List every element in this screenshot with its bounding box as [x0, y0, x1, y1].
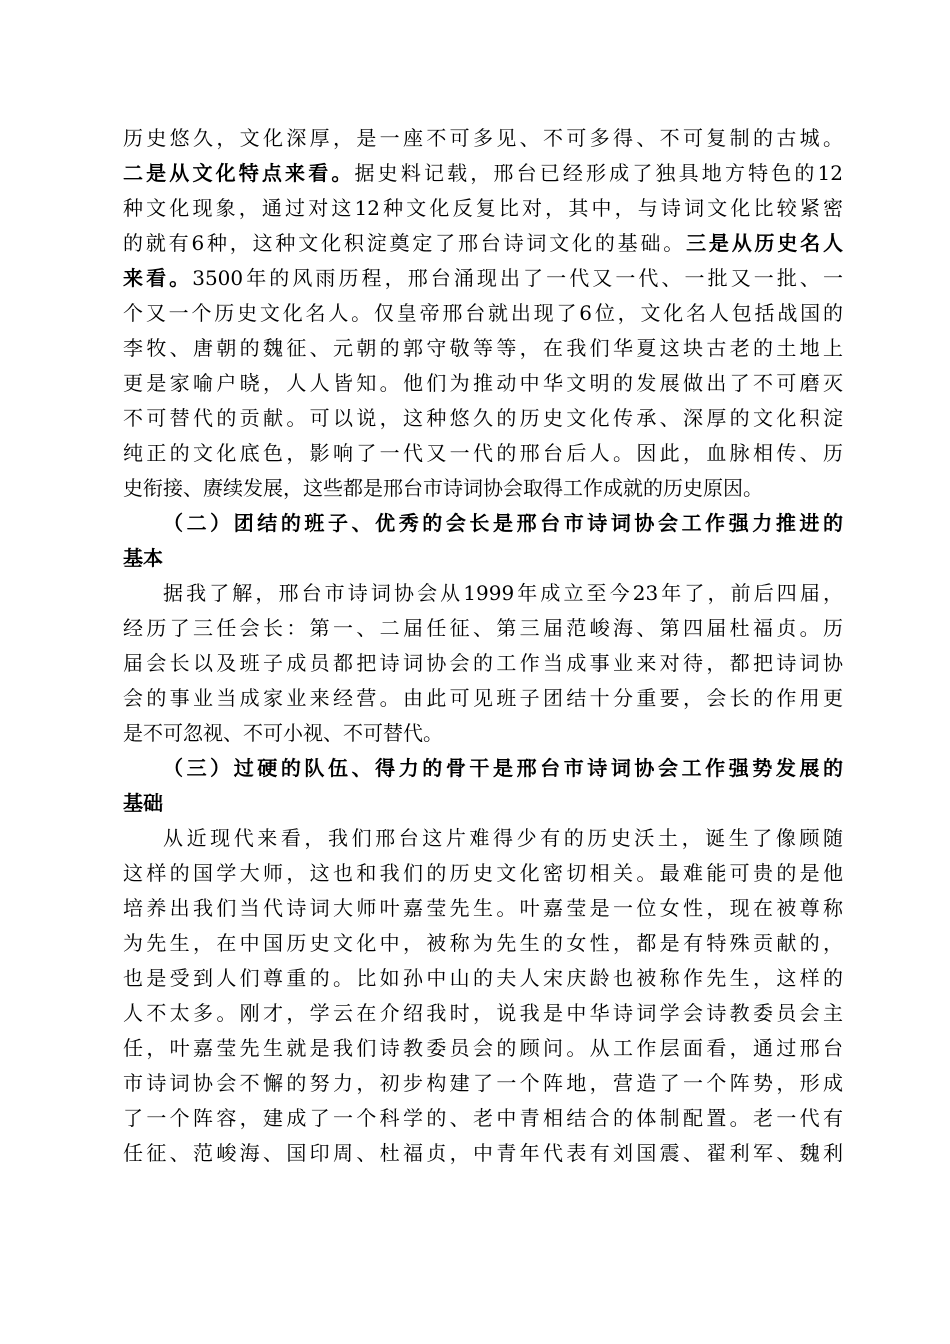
text-line: 据我了解，邢台市诗词协会从1999年成立至今23年了，前后四届， — [163, 581, 843, 605]
bold-phrase: 来看。 — [123, 266, 193, 290]
text-line: 从近现代来看，我们邢台这片难得少有的历史沃土，诞生了像顾随 — [163, 826, 843, 850]
text-line: 培养出我们当代诗词大师叶嘉莹先生。叶嘉莹是一位女性，现在被尊称 — [123, 896, 843, 920]
text-line: 是不可忽视、不可小视、不可替代。 — [123, 721, 443, 745]
text-line: 任，叶嘉莹先生就是我们诗教委员会的顾问。从工作层面看，通过邢台 — [123, 1036, 843, 1060]
heading-text: 基础 — [123, 791, 163, 815]
section-heading-three — [123, 751, 843, 821]
text-run: 3500年的风雨历程，邢台涌现出了一代又一代、一批又一批、一 — [192, 266, 843, 290]
text-run: 的就有6种，这种文化积淀奠定了邢台诗词文化的基础。 — [123, 231, 687, 255]
text-line: 任征、范峻海、国印周、杜福贞，中青年代表有刘国震、翟利军、魏利 — [123, 1141, 843, 1165]
text-line: 纯正的文化底色，影响了一代又一代的邢台后人。因此，血脉相传、历 — [123, 441, 843, 465]
text-line: 这样的国学大师，这也和我们的历史文化密切相关。最难能可贵的是他 — [123, 861, 843, 885]
text-line — [123, 156, 843, 191]
text-line: 种文化现象，通过对这12种文化反复比对，其中，与诗词文化比较紧密 — [123, 196, 843, 220]
text-line: 也是受到人们尊重的。比如孙中山的夫人宋庆龄也被称作先生，这样的 — [123, 966, 843, 990]
text-line: 历史悠久，文化深厚，是一座不可多见、不可多得、不可复制的古城。 — [123, 126, 843, 150]
text-line — [123, 226, 843, 261]
text-line: 个又一个历史文化名人。仅皇帝邢台就出现了6位，文化名人包括战国的 — [123, 301, 843, 325]
text-line: 为先生，在中国历史文化中，被称为先生的女性，都是有特殊贡献的， — [123, 931, 843, 955]
paragraph-team — [123, 821, 843, 1171]
text-line: 更是家喻户晓，人人皆知。他们为推动中华文明的发展做出了不可磨灭 — [123, 371, 843, 395]
heading-line — [123, 541, 843, 576]
text-line: 会的事业当成家业来经营。由此可见班子团结十分重要，会长的作用更 — [123, 686, 843, 710]
paragraph-history-reasons — [123, 121, 843, 506]
document-page — [123, 121, 843, 1171]
text-line: 史衔接、赓续发展，这些都是邢台市诗词协会取得工作成就的历史原因。 — [123, 476, 763, 500]
heading-line — [123, 786, 843, 821]
text-line: 市诗词协会不懈的努力，初步构建了一个阵地，营造了一个阵势，形成 — [123, 1071, 843, 1095]
heading-text: （三）过硬的队伍、得力的骨干是邢台市诗词协会工作强势发展的 — [163, 756, 843, 780]
text-line — [123, 261, 843, 296]
text-run: 据史料记载，邢台已经形成了独具地方特色的12 — [354, 161, 843, 185]
heading-text: （二）团结的班子、优秀的会长是邢台市诗词协会工作强力推进的 — [163, 511, 843, 535]
heading-line — [123, 506, 843, 541]
text-line: 了一个阵容，建成了一个科学的、老中青相结合的体制配置。老一代有 — [123, 1106, 843, 1130]
bold-phrase: 二是从文化特点来看。 — [123, 161, 355, 185]
section-heading-two — [123, 506, 843, 576]
text-line: 不可替代的贡献。可以说，这种悠久的历史文化传承、深厚的文化积淀 — [123, 406, 843, 430]
bold-phrase: 三是从历史名人 — [686, 231, 843, 255]
text-line: 李牧、唐朝的魏征、元朝的郭守敬等等，在我们华夏这块古老的土地上 — [123, 336, 843, 360]
heading-line — [123, 751, 843, 786]
paragraph-leadership — [123, 576, 843, 751]
text-line: 人不太多。刚才，学云在介绍我时，说我是中华诗词学会诗教委员会主 — [123, 1001, 843, 1025]
text-line: 经历了三任会长：第一、二届任征、第三届范峻海、第四届杜福贞。历 — [123, 616, 843, 640]
text-line: 届会长以及班子成员都把诗词协会的工作当成事业来对待，都把诗词协 — [123, 651, 843, 675]
heading-text: 基本 — [123, 546, 163, 570]
